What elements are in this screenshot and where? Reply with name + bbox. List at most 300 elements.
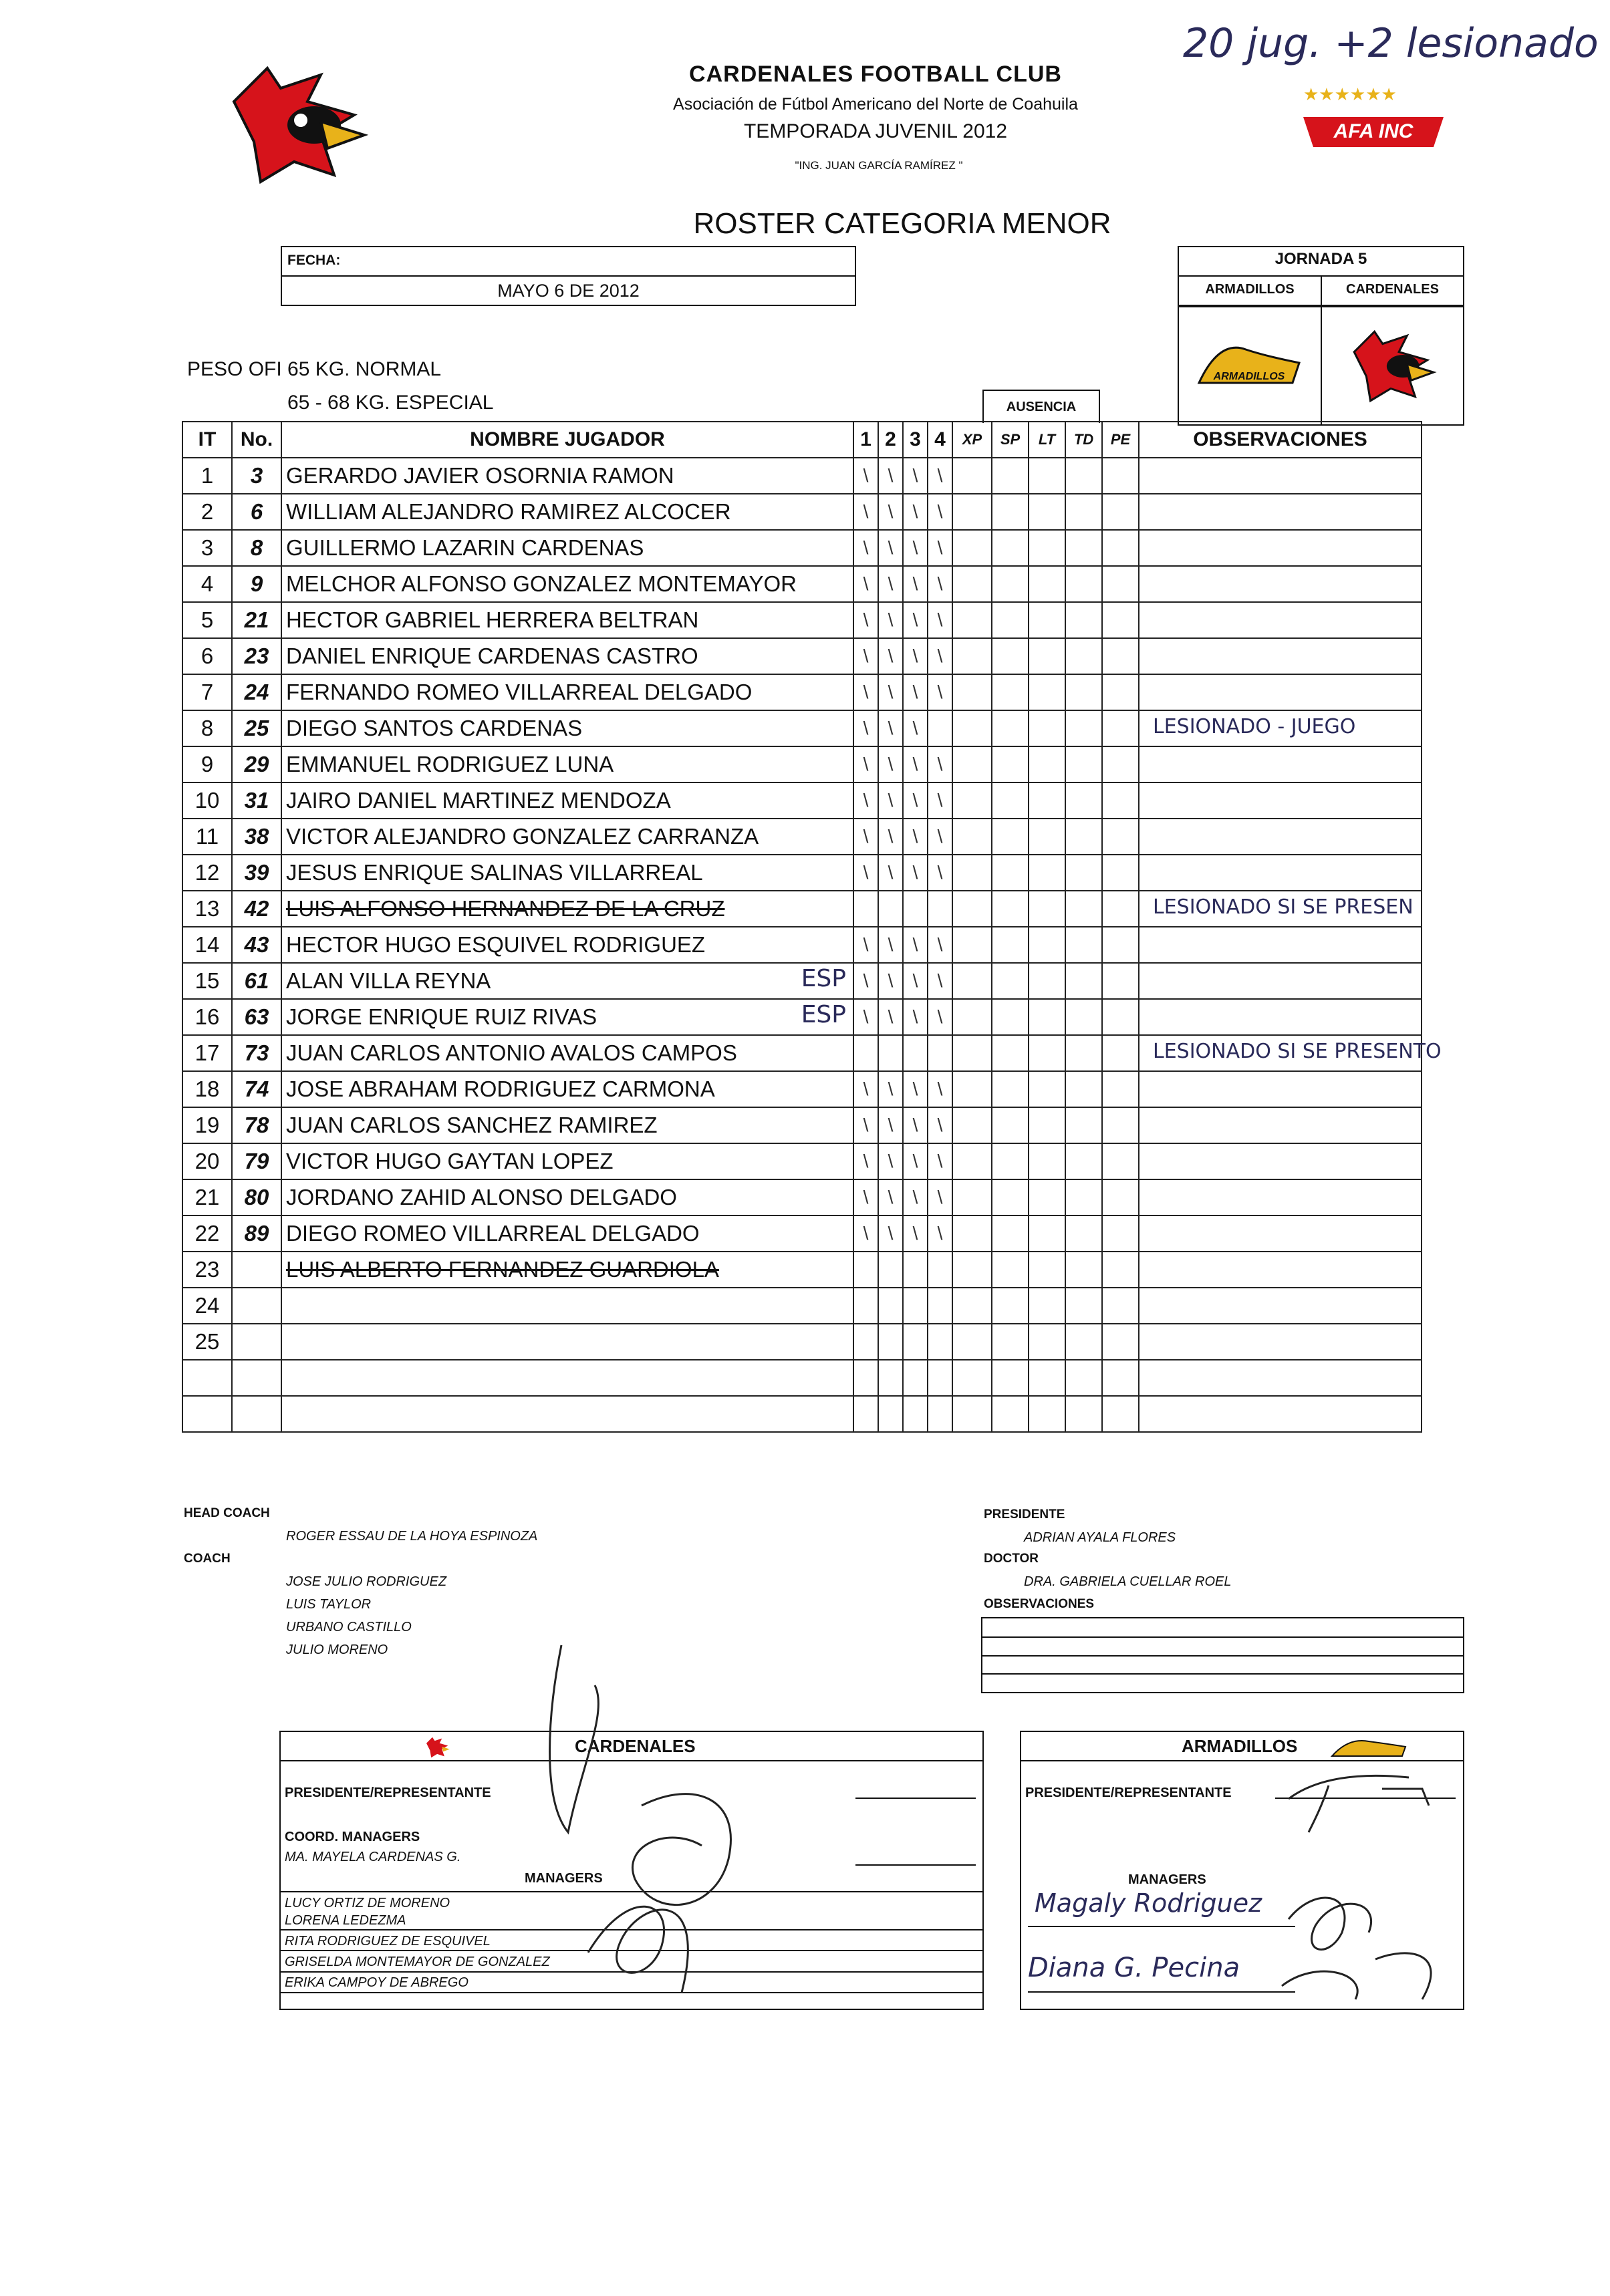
row-check-q4 (928, 1324, 952, 1360)
row-it: 16 (182, 999, 232, 1035)
row-xp (952, 1396, 992, 1432)
row-check-q3: \ (903, 927, 928, 963)
row-check-q3: \ (903, 746, 928, 782)
row-check-q2 (878, 1396, 903, 1432)
row-xp (952, 1035, 992, 1071)
row-sp (992, 1252, 1029, 1288)
row-player-name (281, 1107, 853, 1143)
row-check-q3: \ (903, 602, 928, 638)
row-check-q4: \ (928, 782, 952, 819)
header-q2: 2 (878, 422, 903, 458)
row-player-name (281, 999, 853, 1035)
header-q1: 1 (853, 422, 878, 458)
row-check-q1: \ (853, 855, 878, 891)
coord-managers-label: COORD. MANAGERS (285, 1830, 420, 1844)
row-player-name (281, 566, 853, 602)
head-coach-label: HEAD COACH (184, 1506, 270, 1520)
row-pe (1102, 602, 1139, 638)
row-check-q1: \ (853, 782, 878, 819)
player-name-text: HECTOR GABRIEL HERRERA BELTRAN (286, 607, 699, 632)
row-xp (952, 1179, 992, 1215)
row-sp (992, 855, 1029, 891)
row-number: 63 (232, 999, 281, 1035)
ausencia-label: AUSENCIA (982, 390, 1100, 423)
row-pe (1102, 1107, 1139, 1143)
row-it: 11 (182, 819, 232, 855)
row-number: 21 (232, 602, 281, 638)
row-observaciones (1139, 1360, 1422, 1396)
row-player-name (281, 855, 853, 891)
row-observaciones (1139, 1107, 1422, 1143)
row-xp (952, 674, 992, 710)
row-number: 39 (232, 855, 281, 891)
row-it: 25 (182, 1324, 232, 1360)
row-check-q3: \ (903, 566, 928, 602)
row-observaciones (1139, 494, 1422, 530)
row-check-q4: \ (928, 855, 952, 891)
row-handwritten-note: ESP (801, 1001, 846, 1028)
table-row (182, 1215, 1422, 1252)
row-it (182, 1360, 232, 1396)
row-it: 6 (182, 638, 232, 674)
doctor-label: DOCTOR (984, 1552, 1039, 1566)
row-check-q4 (928, 1035, 952, 1071)
roster-title: ROSTER CATEGORIA MENOR (693, 207, 1111, 240)
row-check-q2 (878, 1252, 903, 1288)
row-lt (1029, 1252, 1065, 1288)
armadillos-logo (1192, 336, 1306, 396)
row-pe (1102, 674, 1139, 710)
row-lt (1029, 819, 1065, 855)
row-xp (952, 927, 992, 963)
row-td (1065, 1071, 1102, 1107)
row-it: 3 (182, 530, 232, 566)
armadillos-logo-text: ARMADILLOS (1213, 371, 1285, 382)
row-check-q1 (853, 1252, 878, 1288)
row-xp (952, 1107, 992, 1143)
row-check-q2: \ (878, 602, 903, 638)
table-row (182, 1179, 1422, 1215)
player-name-text: JORGE ENRIQUE RUIZ RIVAS (286, 1004, 597, 1029)
table-row (182, 1107, 1422, 1143)
row-td (1065, 1360, 1102, 1396)
manager-4: GRISELDA MONTEMAYOR DE GONZALEZ (285, 1955, 550, 1969)
row-check-q3: \ (903, 999, 928, 1035)
player-name-text: MELCHOR ALFONSO GONZALEZ MONTEMAYOR (286, 571, 797, 596)
row-it: 12 (182, 855, 232, 891)
row-td (1065, 927, 1102, 963)
row-observaciones (1139, 710, 1422, 746)
row-it: 23 (182, 1252, 232, 1288)
row-number (232, 1324, 281, 1360)
row-check-q1: \ (853, 963, 878, 999)
row-lt (1029, 1143, 1065, 1179)
row-td (1065, 1324, 1102, 1360)
row-it: 17 (182, 1035, 232, 1071)
row-number: 42 (232, 891, 281, 927)
roster-body (182, 458, 1442, 1432)
row-number: 74 (232, 1071, 281, 1107)
header-obs: OBSERVACIONES (1139, 422, 1422, 458)
row-check-q2: \ (878, 1215, 903, 1252)
row-player-name (281, 1324, 853, 1360)
row-handwritten-note: ESP (801, 965, 846, 992)
row-number (232, 1288, 281, 1324)
row-check-q1: \ (853, 1179, 878, 1215)
row-td (1065, 1107, 1102, 1143)
row-sp (992, 710, 1029, 746)
row-lt (1029, 927, 1065, 963)
row-it: 13 (182, 891, 232, 927)
header-it: IT (182, 422, 232, 458)
row-lt (1029, 1360, 1065, 1396)
row-check-q1: \ (853, 1071, 878, 1107)
row-check-q2: \ (878, 746, 903, 782)
row-pe (1102, 1396, 1139, 1432)
player-name-text: DIEGO ROMEO VILLARREAL DELGADO (286, 1221, 700, 1246)
row-number (232, 1396, 281, 1432)
row-pe (1102, 1035, 1139, 1071)
handwritten-header-note: 20 jug. +2 lesionado (1183, 20, 1599, 67)
row-pe (1102, 746, 1139, 782)
armadillos-signature-box (1020, 1731, 1464, 2010)
row-td (1065, 674, 1102, 710)
row-check-q2: \ (878, 710, 903, 746)
row-lt (1029, 602, 1065, 638)
row-check-q4: \ (928, 494, 952, 530)
row-check-q2: \ (878, 1107, 903, 1143)
row-check-q2: \ (878, 1071, 903, 1107)
table-row (182, 1324, 1422, 1360)
row-td (1065, 999, 1102, 1035)
table-row (182, 494, 1422, 530)
table-row (182, 1360, 1422, 1396)
row-check-q2: \ (878, 530, 903, 566)
row-it: 8 (182, 710, 232, 746)
row-td (1065, 819, 1102, 855)
row-check-q4: \ (928, 1215, 952, 1252)
row-lt (1029, 530, 1065, 566)
row-check-q1: \ (853, 530, 878, 566)
row-check-q4 (928, 1288, 952, 1324)
row-td (1065, 494, 1102, 530)
row-player-name (281, 1288, 853, 1324)
row-lt (1029, 1288, 1065, 1324)
row-check-q1: \ (853, 458, 878, 494)
row-number: 78 (232, 1107, 281, 1143)
row-sp (992, 1107, 1029, 1143)
row-td (1065, 782, 1102, 819)
player-name-text: JAIRO DANIEL MARTINEZ MENDOZA (286, 788, 671, 813)
row-check-q4: \ (928, 927, 952, 963)
manager-1: LUCY ORTIZ DE MORENO (285, 1896, 450, 1910)
row-it: 22 (182, 1215, 232, 1252)
row-check-q1 (853, 1360, 878, 1396)
row-check-q4 (928, 1252, 952, 1288)
row-sp (992, 1324, 1029, 1360)
row-player-name (281, 458, 853, 494)
row-observaciones (1139, 927, 1422, 963)
row-check-q1 (853, 1324, 878, 1360)
row-pe (1102, 1252, 1139, 1288)
row-xp (952, 1288, 992, 1324)
row-check-q2: \ (878, 566, 903, 602)
row-xp (952, 1071, 992, 1107)
row-check-q1: \ (853, 746, 878, 782)
row-check-q4: \ (928, 1071, 952, 1107)
table-row (182, 927, 1422, 963)
row-pe (1102, 819, 1139, 855)
row-check-q1: \ (853, 999, 878, 1035)
row-player-name (281, 963, 853, 999)
row-check-q2: \ (878, 999, 903, 1035)
row-lt (1029, 710, 1065, 746)
row-lt (1029, 674, 1065, 710)
row-player-name (281, 638, 853, 674)
row-td (1065, 566, 1102, 602)
row-sp (992, 1179, 1029, 1215)
coach-name-4: JULIO MORENO (286, 1642, 388, 1657)
row-check-q1 (853, 1396, 878, 1432)
row-lt (1029, 566, 1065, 602)
row-it: 18 (182, 1071, 232, 1107)
row-observaciones (1139, 1252, 1422, 1288)
player-name-text: JESUS ENRIQUE SALINAS VILLARREAL (286, 860, 703, 885)
table-row (182, 602, 1422, 638)
row-check-q4: \ (928, 674, 952, 710)
arm-manager-2: Diana G. Pecina (1028, 1953, 1240, 1983)
row-number (232, 1360, 281, 1396)
row-player-name (281, 782, 853, 819)
cardinal-logo (221, 61, 374, 188)
row-check-q4 (928, 710, 952, 746)
row-xp (952, 1215, 992, 1252)
club-association: Asociación de Fútbol Americano del Norte de Coahuila (673, 95, 1078, 114)
row-check-q4: \ (928, 1143, 952, 1179)
afa-logo-text: AFA INC (1333, 120, 1414, 142)
table-row (182, 1071, 1422, 1107)
row-observaciones (1139, 782, 1422, 819)
row-lt (1029, 1215, 1065, 1252)
row-check-q3: \ (903, 710, 928, 746)
row-td (1065, 1143, 1102, 1179)
club-dedication: "ING. JUAN GARCÍA RAMÍREZ " (795, 159, 963, 172)
header-no: No. (232, 422, 281, 458)
row-check-q1: \ (853, 927, 878, 963)
row-td (1065, 1252, 1102, 1288)
row-observaciones (1139, 1288, 1422, 1324)
row-td (1065, 1396, 1102, 1432)
table-row (182, 674, 1422, 710)
row-check-q3: \ (903, 855, 928, 891)
row-sp (992, 782, 1029, 819)
row-check-q4: \ (928, 566, 952, 602)
row-it: 20 (182, 1143, 232, 1179)
row-lt (1029, 458, 1065, 494)
row-check-q3: \ (903, 1107, 928, 1143)
row-check-q4: \ (928, 1107, 952, 1143)
row-pe (1102, 782, 1139, 819)
row-check-q2 (878, 1324, 903, 1360)
row-number: 9 (232, 566, 281, 602)
row-pe (1102, 566, 1139, 602)
row-td (1065, 746, 1102, 782)
row-it: 10 (182, 782, 232, 819)
row-it: 19 (182, 1107, 232, 1143)
header-name: NOMBRE JUGADOR (281, 422, 853, 458)
player-name-text: ALAN VILLA REYNA (286, 968, 491, 993)
row-sp (992, 927, 1029, 963)
row-number: 8 (232, 530, 281, 566)
table-row (182, 819, 1422, 855)
row-td (1065, 1215, 1102, 1252)
row-xp (952, 891, 992, 927)
row-xp (952, 710, 992, 746)
row-check-q3: \ (903, 963, 928, 999)
row-check-q2: \ (878, 782, 903, 819)
row-pe (1102, 855, 1139, 891)
row-check-q1: \ (853, 566, 878, 602)
row-number: 61 (232, 963, 281, 999)
row-check-q3: \ (903, 530, 928, 566)
row-check-q2: \ (878, 638, 903, 674)
row-number (232, 1252, 281, 1288)
row-player-name (281, 674, 853, 710)
row-sp (992, 602, 1029, 638)
player-name-text: LUIS ALFONSO HERNANDEZ DE LA CRUZ (286, 896, 725, 921)
player-name-text: DANIEL ENRIQUE CARDENAS CASTRO (286, 643, 698, 668)
row-pe (1102, 710, 1139, 746)
row-observaciones (1139, 674, 1422, 710)
table-row (182, 999, 1422, 1035)
row-check-q3: \ (903, 1215, 928, 1252)
row-sp (992, 458, 1029, 494)
row-observaciones (1139, 1071, 1422, 1107)
row-check-q4: \ (928, 999, 952, 1035)
row-pe (1102, 963, 1139, 999)
header-pe: PE (1102, 422, 1139, 458)
row-check-q2 (878, 1035, 903, 1071)
row-lt (1029, 746, 1065, 782)
row-td (1065, 1035, 1102, 1071)
row-observaciones (1139, 1215, 1422, 1252)
row-player-name (281, 746, 853, 782)
row-observaciones (1139, 602, 1422, 638)
row-observaciones (1139, 458, 1422, 494)
row-check-q4: \ (928, 963, 952, 999)
cardenales-signatures (521, 1632, 855, 2006)
table-row (182, 746, 1422, 782)
row-check-q1: \ (853, 710, 878, 746)
row-pe (1102, 458, 1139, 494)
row-check-q1 (853, 1288, 878, 1324)
row-observaciones (1139, 999, 1422, 1035)
coord-managers-name: MA. MAYELA CARDENAS G. (285, 1850, 461, 1864)
row-td (1065, 963, 1102, 999)
row-check-q2: \ (878, 494, 903, 530)
row-check-q3 (903, 1396, 928, 1432)
fecha-label: FECHA: (287, 253, 341, 268)
row-player-name (281, 819, 853, 855)
row-td (1065, 891, 1102, 927)
row-player-name (281, 1035, 853, 1071)
armadillos-managers-label: MANAGERS (1128, 1872, 1206, 1887)
manager-3: RITA RODRIGUEZ DE ESQUIVEL (285, 1934, 491, 1949)
cardenales-signature-box (279, 1731, 984, 2010)
row-it: 4 (182, 566, 232, 602)
row-number: 31 (232, 782, 281, 819)
row-sp (992, 566, 1029, 602)
player-name-text: HECTOR HUGO ESQUIVEL RODRIGUEZ (286, 932, 706, 957)
row-number: 73 (232, 1035, 281, 1071)
row-lt (1029, 1179, 1065, 1215)
row-check-q2: \ (878, 819, 903, 855)
row-xp (952, 638, 992, 674)
row-check-q4: \ (928, 458, 952, 494)
row-number: 43 (232, 927, 281, 963)
row-observaciones (1139, 566, 1422, 602)
row-pe (1102, 1143, 1139, 1179)
coach-name-3: URBANO CASTILLO (286, 1620, 412, 1634)
svg-text:★★★★★★: ★★★★★★ (1303, 85, 1397, 105)
row-it (182, 1396, 232, 1432)
table-row (182, 963, 1422, 999)
row-pe (1102, 1288, 1139, 1324)
row-check-q2: \ (878, 1143, 903, 1179)
row-player-name (281, 710, 853, 746)
row-pe (1102, 999, 1139, 1035)
table-row (182, 638, 1422, 674)
row-sp (992, 530, 1029, 566)
row-player-name (281, 494, 853, 530)
row-check-q1: \ (853, 674, 878, 710)
row-observacion-text: LESIONADO - JUEGO (1153, 715, 1356, 738)
coach-name-2: LUIS TAYLOR (286, 1597, 372, 1612)
row-pe (1102, 1360, 1139, 1396)
table-row (182, 710, 1422, 746)
player-name-text: LUIS ALBERTO FERNANDEZ GUARDIOLA (286, 1257, 719, 1282)
row-observaciones (1139, 1324, 1422, 1360)
row-check-q2: \ (878, 963, 903, 999)
player-name-text: VICTOR HUGO GAYTAN LOPEZ (286, 1149, 614, 1173)
header-lt: LT (1029, 422, 1065, 458)
row-check-q2: \ (878, 927, 903, 963)
header-xp: XP (952, 422, 992, 458)
table-row (182, 458, 1422, 494)
row-player-name (281, 1143, 853, 1179)
row-check-q3: \ (903, 674, 928, 710)
table-row (182, 891, 1422, 927)
row-observaciones (1139, 855, 1422, 891)
row-xp (952, 963, 992, 999)
row-check-q1: \ (853, 1143, 878, 1179)
row-player-name (281, 927, 853, 963)
row-check-q4: \ (928, 819, 952, 855)
jornada-team-b: CARDENALES (1346, 282, 1439, 297)
row-td (1065, 602, 1102, 638)
row-xp (952, 999, 992, 1035)
table-row (182, 1035, 1422, 1071)
row-xp (952, 746, 992, 782)
player-name-text: GERARDO JAVIER OSORNIA RAMON (286, 463, 674, 488)
table-row (182, 1252, 1422, 1288)
row-check-q3: \ (903, 1071, 928, 1107)
armadillos-pres-label: PRESIDENTE/REPRESENTANTE (1025, 1785, 1232, 1800)
row-number: 25 (232, 710, 281, 746)
jornada-title: JORNADA 5 (1274, 250, 1367, 268)
row-pe (1102, 638, 1139, 674)
row-pe (1102, 927, 1139, 963)
